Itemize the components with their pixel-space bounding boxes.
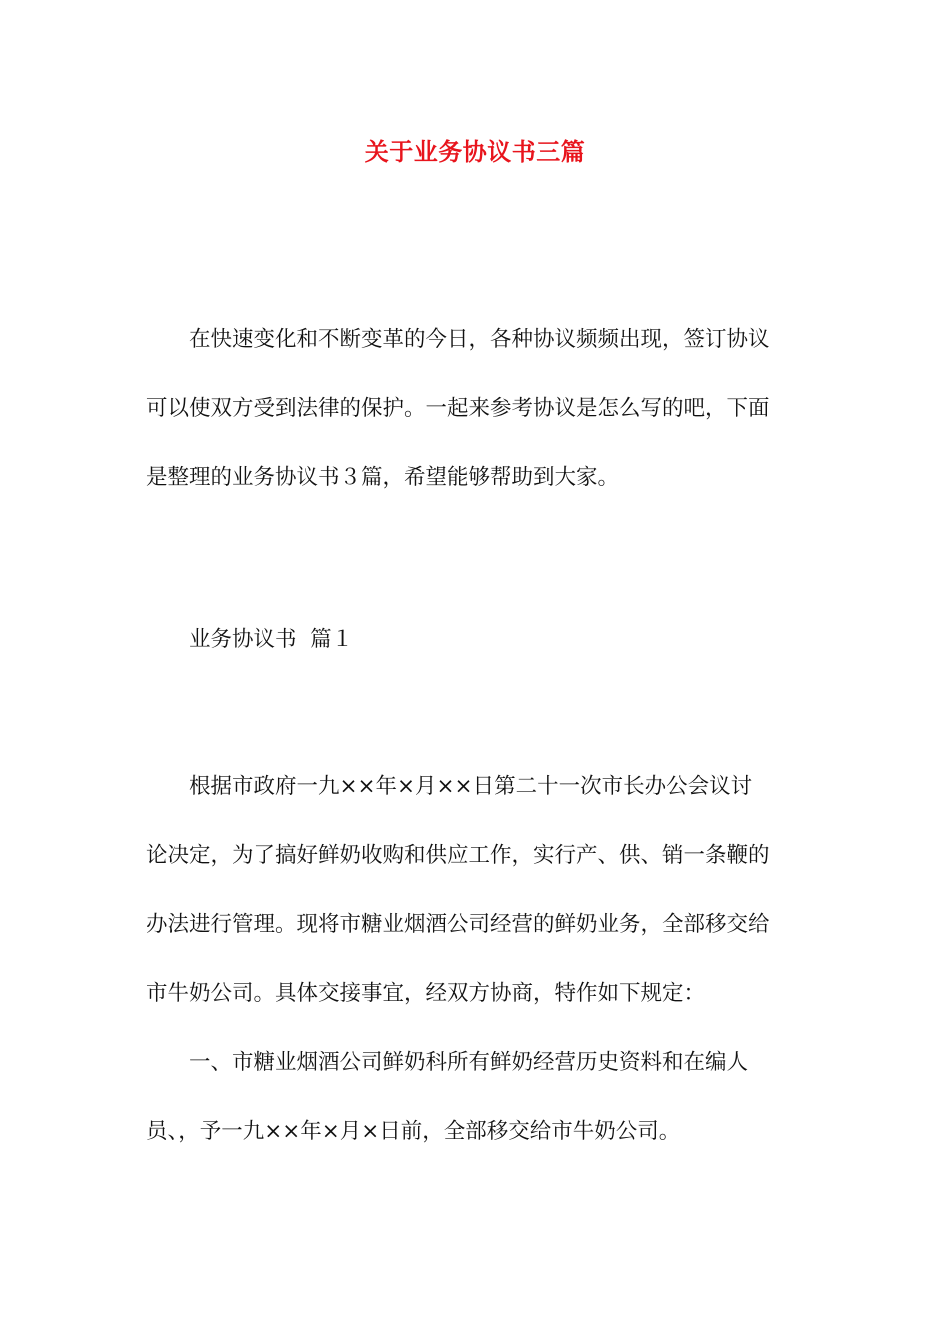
clause-paragraph: [146, 1028, 810, 1166]
body-paragraph: [146, 752, 810, 1028]
body-line: 论决定，为了搞好鲜奶收购和供应工作，实行产、供、销一条鞭的: [146, 843, 770, 868]
intro-line: 可以使双方受到法律的保护。一起来参考协议是怎么写的吧，下面: [146, 396, 770, 421]
intro-line: 是整理的业务协议书３篇，希望能够帮助到大家。: [146, 465, 620, 490]
body-line: 市牛奶公司。具体交接事宜，经双方协商，特作如下规定：: [146, 981, 706, 1006]
body-line: 根据市政府一九××年×月××日第二十一次市长办公会议讨: [189, 774, 753, 799]
intro-line: 在快速变化和不断变革的今日，各种协议频频出现，签订协议: [189, 327, 770, 352]
clause-line: 员、，予一九××年×月×日前，全部移交给市牛奶公司。: [146, 1119, 681, 1144]
document-title: 关于业务协议书三篇: [364, 138, 586, 166]
clause-line: 一、市糖业烟酒公司鲜奶科所有鲜奶经营历史资料和在编人: [189, 1050, 749, 1075]
body-line: 办法进行管理。现将市糖业烟酒公司经营的鲜奶业务，全部移交给: [146, 912, 770, 937]
section-heading: 业务协议书 篇１: [189, 627, 354, 652]
intro-paragraph: [146, 305, 810, 512]
